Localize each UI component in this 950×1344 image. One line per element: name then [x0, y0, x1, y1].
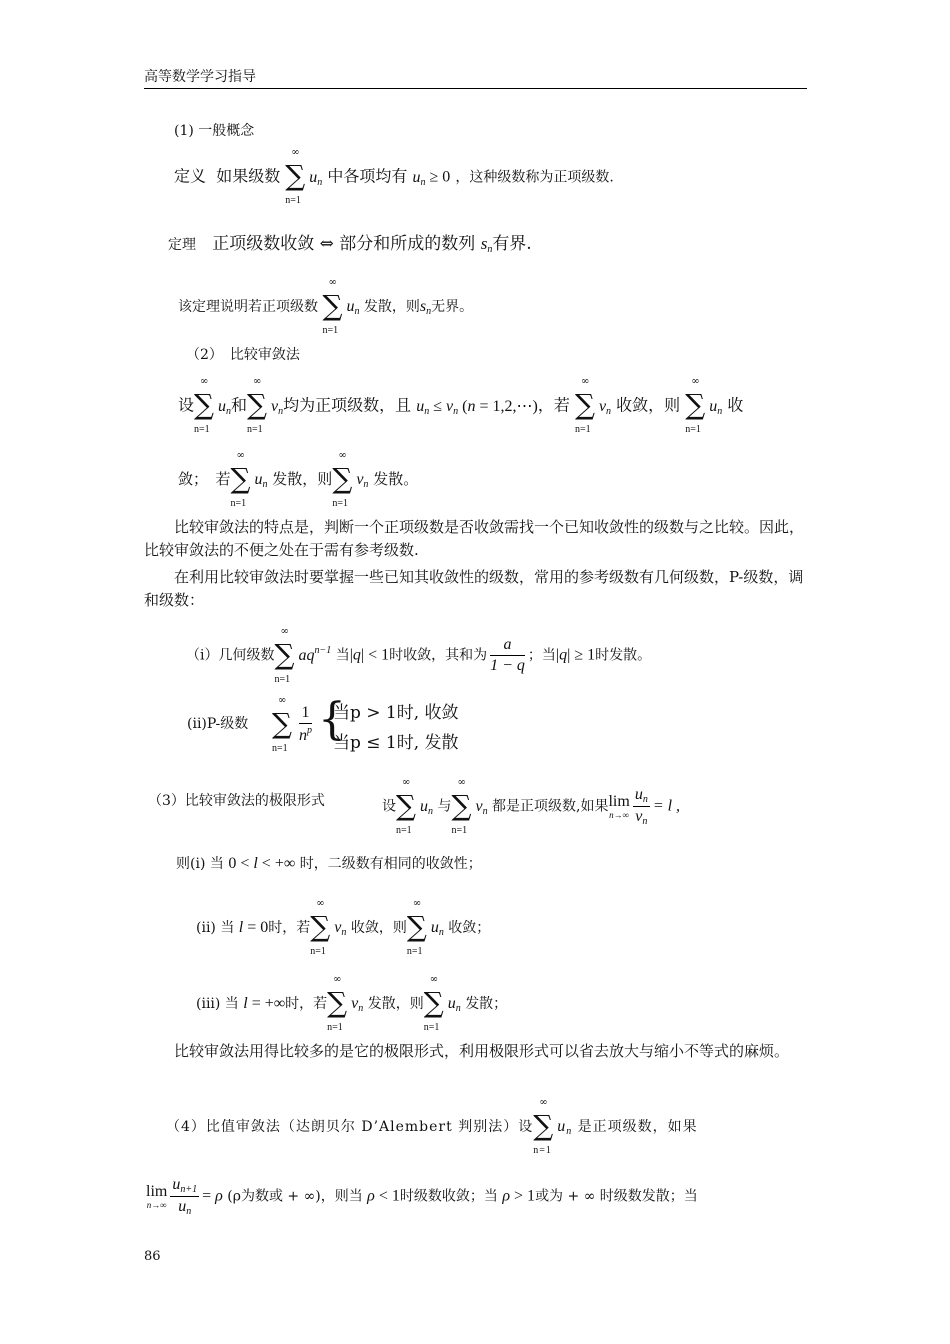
p-series-expr: [272, 694, 315, 754]
definition-cond: un: [412, 168, 426, 188]
paragraph-comparison-note: 比较审敛法的特点是，判断一个正项级数是否收敛需找一个已知收敛性的级数与之比较。因此，比较审敛法的不便之处在于需有参考级数.: [144, 518, 805, 559]
ratio-a: (ρ为数或 + ∞)，则当: [227, 1188, 363, 1205]
sum-symbol: ∑ ∞ n=1: [451, 776, 472, 836]
note-mid: 发散，则: [363, 299, 420, 315]
header-rule: [144, 88, 807, 89]
definition-mid: 中各项均有: [327, 166, 408, 186]
sum-symbol: ∑ ∞ n=1: [574, 376, 595, 435]
cmp-a: 设: [178, 395, 195, 415]
case1-b: 时，二级数有相同的收敛性；: [299, 856, 482, 872]
sum-symbol: ∑ ∞ n=1: [533, 1097, 555, 1156]
p-series-case-1: 当p > 1时, 收敛: [333, 703, 459, 723]
page-number: 86: [144, 1249, 161, 1264]
p-series-brace: {: [318, 694, 346, 745]
case2-a: (ii) 当: [196, 920, 235, 936]
ratio-b: 时级数收敛；当: [399, 1188, 498, 1205]
case2-d: 收敛；: [448, 920, 491, 936]
cmp-2c: 发散。: [373, 470, 419, 488]
sum-symbol: ∑ ∞ n=1: [194, 376, 215, 435]
section-2-heading: （2） 比较审敛法: [186, 347, 300, 363]
p-series-fraction: $\frac{1}{n^p}$: [299, 704, 312, 744]
geo-d: 时发散。: [595, 647, 652, 664]
limit-ratio: $\frac{un}{vn}$: [634, 786, 648, 827]
sum-symbol: ∑ ∞ n=1: [272, 694, 292, 754]
geo-b: 时收敛，其和为: [389, 647, 488, 664]
cmp-e: 收敛，则: [616, 395, 681, 415]
ratio-heading-b: 是正项级数，如果: [577, 1119, 698, 1135]
theorem-label: 定理: [168, 237, 196, 253]
sum-symbol: ∑ ∞ n=1: [322, 277, 343, 336]
case1-a: 则(i) 当: [176, 856, 224, 872]
theorem-c: 有界.: [492, 234, 532, 254]
cmp-d: ，若: [537, 395, 570, 415]
p-series-label: (ii)P-级数: [187, 716, 249, 732]
note-post: 无界。: [431, 299, 474, 315]
case3-c: 发散，则: [367, 996, 424, 1012]
theorem-a: 正项级数收敛: [212, 234, 315, 254]
sum-symbol: ∑ ∞ n=1: [406, 898, 427, 957]
note-pre: 该定理说明若正项级数: [178, 299, 318, 315]
cmp-2a: 敛； 若: [178, 470, 231, 488]
geo-label: （i）几何级数: [186, 647, 275, 664]
case2-b: 时，若: [268, 920, 311, 936]
running-header: 高等数学学习指导: [144, 69, 256, 85]
case3-d: 发散；: [465, 996, 508, 1012]
paragraph-reference-series: 在利用比较审敛法时要掌握一些已知其收敛性的级数，常用的参考级数有几何级数，P-级数，调和级数：: [144, 568, 804, 609]
case3-a: (iii) 当: [196, 996, 239, 1012]
theorem-iff: ⇔: [319, 234, 334, 254]
sum-symbol: ∑ ∞ n=1: [327, 974, 348, 1033]
sum-symbol: ∑ ∞ n=1: [247, 376, 268, 435]
sum-symbol: ∑ ∞ n=1: [396, 776, 416, 836]
ratio-fraction: $\frac{un+1}{un}$: [172, 1176, 198, 1217]
paragraph-limit-form: 比较审敛法用得比较多的是它的极限形式，利用极限形式可以省去放大与缩小不等式的麻烦。: [174, 1042, 790, 1060]
theorem-line: 定理 正项级数收敛 ⇔ 部分和所成的数列 sn有界.: [168, 234, 532, 255]
ratio-heading: （4）比值审敛法（达朗贝尔 D’Alembert 判别法）设: [166, 1119, 534, 1135]
cond-c: 都是正项级数,如果: [492, 798, 609, 815]
limit-operator: lim n→∞: [608, 792, 630, 820]
ratio-test-line: lim n→∞ $\frac{un+1}{un}$ = ρ (ρ为数或 + ∞)，则当 ρ < 1时级数收敛；当 ρ > 1或为 + ∞ 时级数发散；当: [146, 1176, 698, 1217]
geo-a: 当: [335, 647, 350, 664]
sum-symbol: ∑ ∞ n=1: [274, 625, 295, 685]
case2-c: 收敛，则: [350, 920, 407, 936]
comparison-line-1: 设 ∑ ∞ n=1 un和 ∑ ∞ n=1 vn均为正项级数，且 un ≤ vn (n = 1,2,⋯)，若 ∑ ∞ n=1 vn 收敛，则 ∑ ∞ n=1 un 收: [178, 376, 744, 435]
sum-symbol: ∑ ∞ n=1: [285, 147, 306, 206]
theorem-note: 该定理说明若正项级数 ∑ ∞ n=1 un 发散，则sn无界。: [178, 277, 474, 336]
cond-d: = l ,: [652, 797, 681, 815]
limit-operator: lim n→∞: [146, 1182, 168, 1210]
definition-label: 定义: [174, 166, 207, 186]
geometric-series-line: （i）几何级数 ∑ ∞ n=1 $aq^{n-1}$ 当|q| < 1时收敛，其和为 $\frac{a}{1 - q}$ ；当|q| ≥ 1时发散。: [186, 625, 652, 685]
p-series-case-2: 当p ≤ 1时, 发散: [333, 733, 459, 753]
ratio-c: 或为 + ∞ 时级数发散；当: [535, 1188, 698, 1205]
theorem-b: 部分和所成的数列: [339, 234, 476, 254]
limit-case-1: 则(i) 当 0 < l < +∞ 时，二级数有相同的收敛性；: [176, 855, 482, 872]
cond-b: 与: [437, 798, 452, 815]
cond-a: 设: [382, 798, 396, 815]
sum-symbol: ∑ ∞ n=1: [310, 898, 331, 957]
sum-symbol: ∑ ∞ n=1: [332, 450, 353, 509]
definition-pre: 如果级数: [216, 166, 281, 186]
sum-symbol: ∑ ∞ n=1: [423, 974, 444, 1033]
geo-c: ；当: [527, 647, 556, 664]
case3-b: 时，若: [285, 996, 328, 1012]
definition-ge: ≥ 0: [425, 168, 451, 186]
cmp-2b: 发散，则: [272, 470, 333, 488]
limit-case-2: (ii) 当 l = 0时，若 ∑ ∞ n=1 vn 收敛，则 ∑ ∞ n=1 un 收敛；: [196, 898, 491, 957]
definition-line: 定义 如果级数 ∑ ∞ n=1 un 中各项均有 un ≥ 0 ，这种级数称为正项级数.: [174, 147, 614, 206]
sum-symbol: ∑ ∞ n=1: [685, 376, 706, 435]
limit-form-condition: 设 ∑ ∞ n=1 un 与 ∑ ∞ n=1 vn 都是正项级数,如果 lim n→∞ $\frac{un}{vn}$ = l ,: [382, 776, 681, 836]
cmp-c: 均为正项级数，且: [283, 395, 412, 415]
definition-post: ，这种级数称为正项级数.: [455, 169, 614, 186]
sum-symbol: ∑ ∞ n=1: [230, 450, 251, 509]
geo-sum-fraction: $\frac{a}{1 - q}$: [490, 636, 525, 674]
section-1-heading: (1) 一般概念: [174, 123, 255, 139]
limit-case-3: (iii) 当 l = +∞时，若 ∑ ∞ n=1 vn 发散，则 ∑ ∞ n=1 un 发散；: [196, 974, 508, 1033]
cmp-f: 收: [727, 395, 744, 415]
comparison-line-2: 敛； 若 ∑ ∞ n=1 un 发散，则 ∑ ∞ n=1 vn 发散。: [178, 450, 419, 509]
section-4-heading: （4）比值审敛法（达朗贝尔 D’Alembert 判别法）设 ∑ ∞ n=1 un 是正项级数，如果: [166, 1097, 698, 1156]
cmp-b: 和: [231, 395, 248, 415]
section-3-heading: （3）比较审敛法的极限形式: [148, 793, 325, 809]
